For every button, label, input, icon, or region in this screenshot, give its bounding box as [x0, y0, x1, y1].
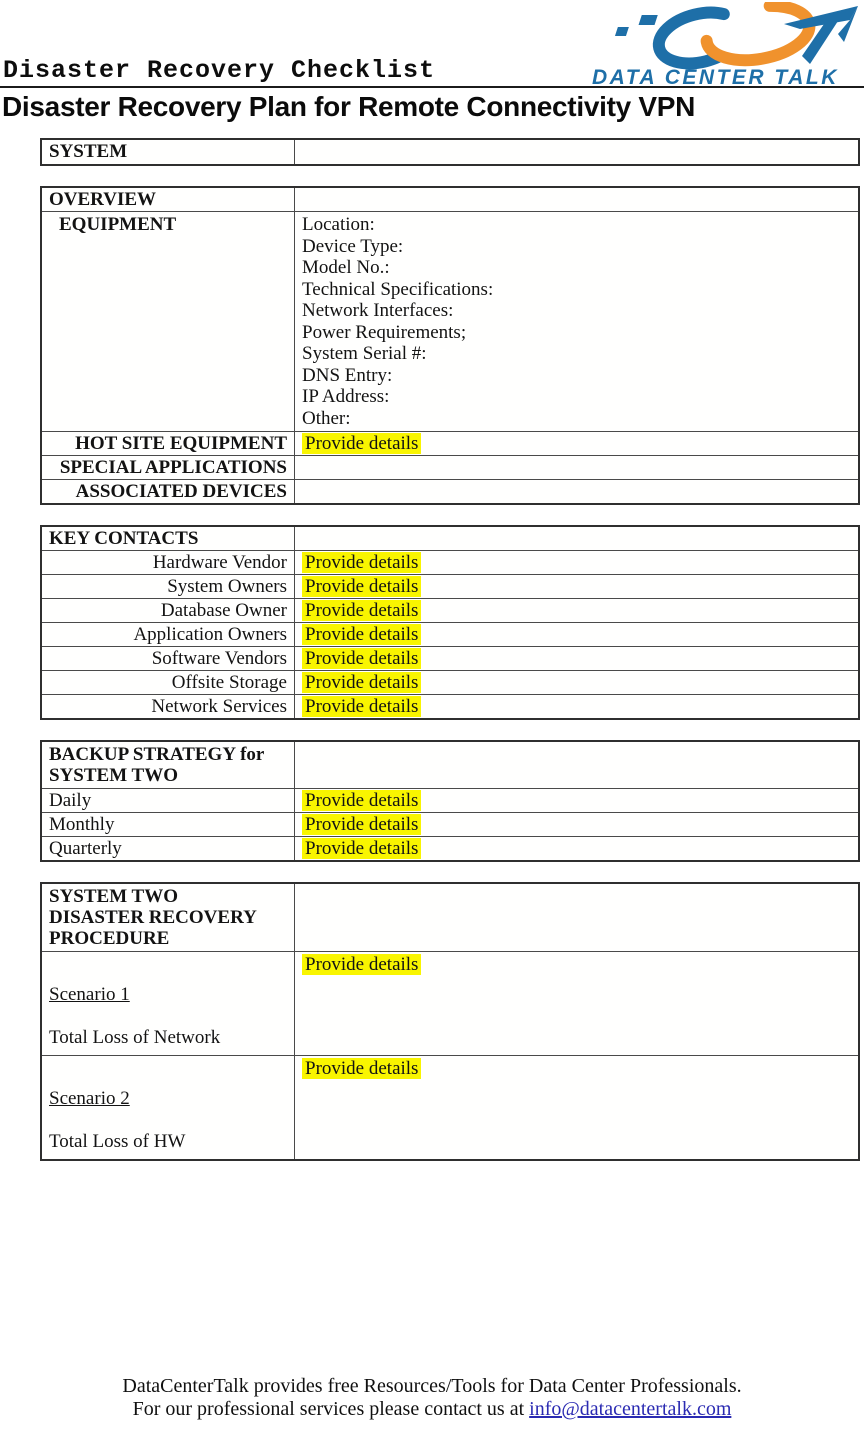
provide-details-highlight: Provide details	[302, 814, 421, 835]
row-label-cell	[42, 623, 295, 646]
row-label: OVERVIEW	[49, 189, 157, 210]
row-label-cell	[42, 789, 295, 812]
table-row	[42, 646, 858, 670]
row-label: Total Loss of HW	[49, 1131, 186, 1152]
row-label: EQUIPMENT	[59, 214, 177, 235]
checklist-title: Disaster Recovery Checklist	[3, 56, 436, 85]
row-label-cell	[42, 551, 295, 574]
table-row	[42, 812, 858, 836]
field-label: Other:	[302, 407, 351, 429]
table-row	[42, 188, 858, 211]
row-label: SYSTEM TWO	[49, 886, 178, 907]
provide-details-highlight: Provide details	[302, 648, 421, 669]
document-title: Disaster Recovery Plan for Remote Connectivity VPN	[2, 91, 696, 122]
checklist-tables	[40, 138, 860, 1161]
table-row	[42, 670, 858, 694]
row-value-cell	[295, 695, 858, 718]
row-value-cell	[295, 1056, 858, 1159]
row-label: Monthly	[49, 814, 115, 835]
row-value-cell	[295, 575, 858, 598]
row-value-cell	[295, 813, 858, 836]
field-label: Location:	[302, 214, 375, 235]
table-row	[42, 1055, 858, 1159]
table-row	[42, 431, 858, 455]
row-label: Daily	[49, 790, 92, 811]
row-value-cell	[295, 884, 858, 951]
row-label: SPECIAL APPLICATIONS	[59, 457, 287, 478]
row-label: BACKUP STRATEGY for	[49, 744, 265, 765]
dct-logo-icon	[588, 2, 860, 88]
row-value-cell	[295, 647, 858, 670]
row-value-cell	[295, 551, 858, 574]
row-label: SYSTEM	[49, 141, 128, 162]
provide-details-highlight: Provide details	[302, 433, 421, 454]
scenario-label: Scenario 1	[49, 984, 130, 1005]
row-label-cell	[42, 140, 295, 164]
svg-text:DATA CENTER TALK: DATA CENTER TALK	[592, 66, 839, 88]
footer-line2-text: For our professional services please contact us at	[132, 1398, 530, 1420]
row-value-cell	[295, 456, 858, 479]
table-row	[42, 574, 858, 598]
footer-line1: DataCenterTalk provides free Resources/Tools for Data Center Professionals.	[122, 1375, 742, 1397]
page-header	[0, 0, 864, 88]
row-label: Offsite Storage	[171, 672, 287, 693]
row-value-cell	[295, 432, 858, 455]
table-row	[42, 211, 858, 431]
row-label: KEY CONTACTS	[49, 528, 199, 549]
row-label-cell	[42, 1056, 295, 1159]
row-label-cell	[42, 599, 295, 622]
table-row	[42, 742, 858, 788]
row-label-cell	[42, 432, 295, 455]
table-row	[42, 788, 858, 812]
row-value-cell	[295, 188, 858, 211]
row-label-cell	[42, 952, 295, 1055]
field-label: Power Requirements;	[302, 321, 467, 343]
table-row	[42, 836, 858, 860]
provide-details-highlight: Provide details	[302, 696, 421, 717]
table-system	[40, 138, 860, 166]
row-label: System Owners	[167, 576, 287, 597]
table-row	[42, 550, 858, 574]
row-value-cell	[295, 742, 858, 788]
row-value-cell	[295, 480, 858, 503]
table-row	[42, 479, 858, 503]
table-row	[42, 455, 858, 479]
row-label-cell	[42, 188, 295, 211]
row-label: DISASTER RECOVERY	[49, 907, 257, 928]
row-label: Software Vendors	[151, 648, 287, 669]
provide-details-highlight: Provide details	[302, 624, 421, 645]
row-value-cell	[295, 952, 858, 1055]
row-value-cell	[295, 671, 858, 694]
field-label: DNS Entry:	[302, 364, 393, 386]
dct-logo	[588, 2, 860, 88]
row-value-cell	[295, 140, 858, 164]
field-label: Technical Specifications:	[302, 278, 494, 300]
page-footer	[0, 1375, 864, 1421]
provide-details-highlight: Provide details	[302, 954, 421, 975]
provide-details-highlight: Provide details	[302, 672, 421, 693]
table-overview	[40, 186, 860, 505]
row-label-cell	[42, 575, 295, 598]
row-value-cell	[295, 623, 858, 646]
row-label: PROCEDURE	[49, 928, 170, 949]
row-label-cell	[42, 480, 295, 503]
field-label: System Serial #:	[302, 343, 427, 364]
row-label: ASSOCIATED DEVICES	[75, 481, 287, 502]
row-label: HOT SITE EQUIPMENT	[75, 433, 287, 454]
provide-details-highlight: Provide details	[302, 576, 421, 597]
contact-email-link[interactable]: info@datacentertalk.com	[529, 1398, 732, 1420]
row-label: Hardware Vendor	[152, 552, 287, 573]
row-label-cell	[42, 742, 295, 788]
field-label: Device Type:	[302, 235, 404, 257]
row-label-cell	[42, 212, 295, 431]
table-row	[42, 598, 858, 622]
table-row	[42, 527, 858, 550]
row-label-cell	[42, 527, 295, 550]
provide-details-highlight: Provide details	[302, 552, 421, 573]
table-row	[42, 140, 858, 164]
provide-details-highlight: Provide details	[302, 1058, 421, 1079]
table-row	[42, 951, 858, 1055]
row-label-cell	[42, 837, 295, 860]
provide-details-highlight: Provide details	[302, 600, 421, 621]
row-label: Quarterly	[49, 838, 122, 859]
row-label-cell	[42, 884, 295, 951]
field-label: Network Interfaces:	[302, 300, 454, 321]
row-label: Database Owner	[160, 600, 287, 621]
row-value-cell	[295, 599, 858, 622]
table-row	[42, 694, 858, 718]
field-label: Model No.:	[302, 257, 390, 278]
row-label-cell	[42, 813, 295, 836]
table-key-contacts	[40, 525, 860, 720]
row-label: Total Loss of Network	[49, 1027, 221, 1048]
provide-details-highlight: Provide details	[302, 838, 421, 859]
row-label-cell	[42, 695, 295, 718]
footer-line2	[0, 1398, 864, 1421]
table-dr-procedure	[40, 882, 860, 1161]
row-label-cell	[42, 456, 295, 479]
row-label: Application Owners	[133, 624, 287, 645]
field-label: IP Address:	[302, 386, 390, 407]
row-label: Network Services	[151, 696, 287, 717]
table-row	[42, 622, 858, 646]
table-row	[42, 884, 858, 951]
scenario-label: Scenario 2	[49, 1088, 130, 1109]
row-label: SYSTEM TWO	[49, 765, 178, 786]
row-value-cell	[295, 837, 858, 860]
row-value-cell	[295, 212, 858, 431]
row-value-cell	[295, 789, 858, 812]
table-backup-strategy	[40, 740, 860, 862]
row-label-cell	[42, 671, 295, 694]
row-value-cell	[295, 527, 858, 550]
provide-details-highlight: Provide details	[302, 790, 421, 811]
row-label-cell	[42, 647, 295, 670]
